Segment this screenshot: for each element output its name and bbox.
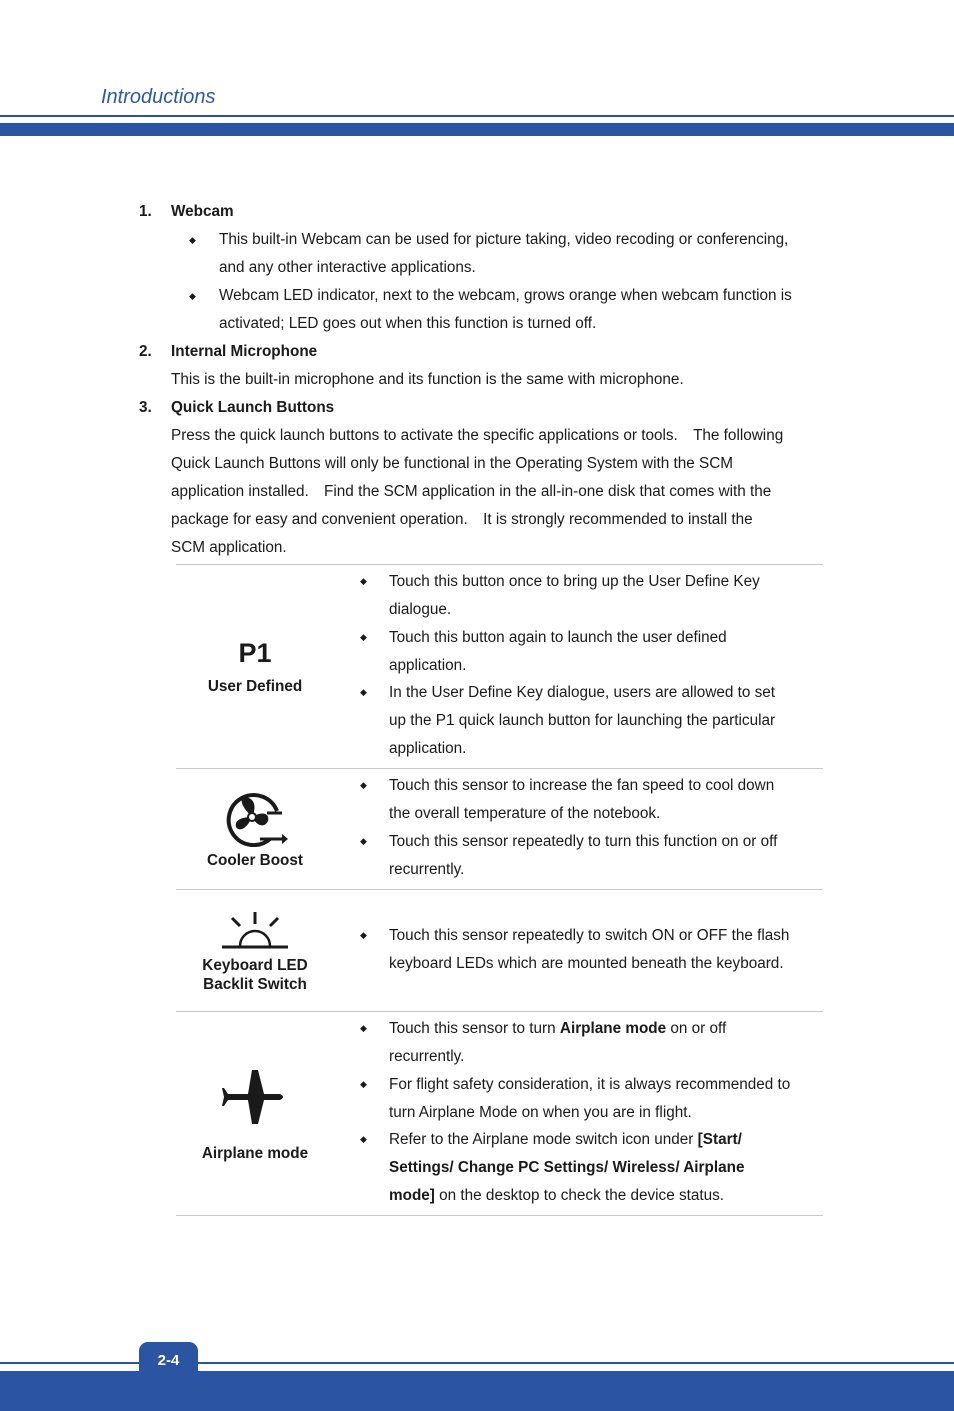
description-cell — [334, 769, 823, 890]
table-row — [176, 1012, 823, 1216]
table-row — [176, 769, 823, 890]
bullet-text-line: and any other interactive applications. — [219, 259, 476, 276]
bullet-text-line: Touch this button once to bring up the User Define Key — [389, 573, 760, 591]
description-list — [334, 568, 823, 763]
bullet-text-line: Touch this sensor to increase the fan speed to cool down — [389, 777, 775, 795]
header-rule — [0, 115, 954, 117]
bullet-bold-text: [Start/ — [697, 1131, 742, 1149]
bullet-text-line: recurrently. — [389, 860, 465, 878]
fan-icon — [220, 789, 290, 847]
bullet-bold-text: Airplane mode — [559, 1020, 667, 1038]
list-item — [334, 828, 823, 884]
list-item — [334, 624, 823, 680]
bullet-text-line: turn Airplane Mode on when you are in flight. — [389, 1103, 692, 1121]
paragraph-line: Quick Launch Buttons will only be functional in the Operating System with the SCM — [171, 455, 734, 472]
paragraph-line: SCM application. — [171, 539, 287, 556]
bullet-text-line: dialogue. — [389, 601, 452, 618]
button-label: Backlit Switch — [203, 975, 307, 993]
description-list — [334, 1015, 823, 1210]
bullet-text: Refer to the Airplane mode switch icon under — [389, 1131, 698, 1149]
main-content — [139, 198, 829, 562]
button-label: Cooler Boost — [206, 851, 304, 869]
list-item — [334, 1126, 823, 1209]
bullet-diamond-icon: ◆ — [360, 576, 367, 587]
page-header-title: Introductions — [101, 86, 216, 108]
list-item — [334, 1015, 823, 1071]
p1-icon: P1 — [238, 637, 272, 668]
bullet-text-line: Touch this sensor repeatedly to turn this function on or off — [389, 833, 778, 850]
bullet-text-line: In the User Define Key dialogue, users are allowed to set — [389, 684, 776, 702]
list-item — [139, 226, 829, 282]
section-heading-webcam — [139, 198, 829, 226]
list-item — [139, 282, 829, 338]
bullet-text-line: This built-in Webcam can be used for picture taking, video recoding or conferencing, — [219, 231, 789, 248]
bullet-text-line: application. — [389, 656, 467, 674]
section-heading-microphone — [139, 338, 829, 366]
section-number: 3. — [139, 399, 152, 416]
quick-launch-table — [176, 564, 823, 1216]
airplane-icon — [220, 1064, 290, 1130]
description-list — [334, 772, 823, 883]
section-title: Quick Launch Buttons — [171, 399, 335, 416]
bullet-diamond-icon: ◆ — [360, 929, 367, 940]
button-cell-airplane-mode — [176, 1012, 334, 1216]
table-row — [176, 565, 823, 769]
bullet-text-line: the overall temperature of the notebook. — [389, 805, 661, 823]
bullet-bold-text: mode] — [389, 1186, 435, 1204]
list-item — [334, 568, 823, 624]
bullet-diamond-icon: ◆ — [360, 631, 367, 642]
button-label: Airplane mode — [201, 1145, 309, 1162]
button-cell-keyboard-backlight — [176, 890, 334, 1012]
section-title: Webcam — [171, 203, 234, 220]
paragraph-line: application installed. Find the SCM application in the all-in-one disk that comes with the — [171, 483, 772, 500]
section-heading-quick-launch — [139, 394, 829, 422]
button-label: Keyboard LED — [202, 956, 308, 974]
section-number: 2. — [139, 343, 152, 360]
bullet-diamond-icon: ◆ — [360, 1023, 367, 1034]
paragraph-line: package for easy and convenient operation. It is strongly recommended to install the — [171, 511, 753, 528]
bullet-diamond-icon: ◆ — [360, 687, 367, 698]
description-cell — [334, 565, 823, 769]
description-list — [334, 922, 823, 978]
bullet-bold-text: Settings/ Change PC Settings/ Wireless/ Airplane — [389, 1159, 745, 1177]
bullet-text-line: Webcam LED indicator, next to the webcam, grows orange when webcam function is — [219, 287, 792, 304]
bullet-diamond-icon: ◆ — [360, 1134, 367, 1145]
bullet-text: on the desktop to check the device status. — [434, 1186, 725, 1204]
bullet-text-line: recurrently. — [389, 1048, 465, 1065]
bullet-text-line: activated; LED goes out when this function is turned off. — [219, 315, 597, 332]
microphone-description: This is the built-in microphone and its function is the same with microphone. — [171, 371, 684, 388]
bullet-diamond-icon: ◆ — [189, 291, 196, 301]
button-cell-cooler-boost — [176, 769, 334, 890]
bullet-text-line: For flight safety consideration, it is always recommended to — [389, 1075, 791, 1093]
list-item — [334, 679, 823, 762]
quick-launch-description — [139, 422, 829, 562]
section-title: Internal Microphone — [171, 343, 318, 360]
section-number: 1. — [139, 203, 152, 220]
header-band — [0, 123, 954, 136]
list-item — [334, 1071, 823, 1127]
description-cell — [334, 890, 823, 1012]
bullet-text-line: keyboard LEDs which are mounted beneath the keyboard. — [389, 954, 784, 972]
bullet-diamond-icon: ◆ — [360, 780, 367, 791]
paragraph-line: Press the quick launch buttons to activate the specific applications or tools. The following — [171, 427, 784, 444]
table-row — [176, 890, 823, 1012]
bullet-text: Touch this sensor to turn — [389, 1020, 560, 1038]
page-number-tab: 2-4 — [139, 1342, 198, 1404]
button-label: User Defined — [207, 677, 303, 695]
list-item — [334, 772, 823, 828]
bullet-text-line: up the P1 quick launch button for launching the particular — [389, 712, 776, 730]
bullet-text: on or off — [666, 1020, 727, 1038]
bullet-text-line: Touch this button again to launch the user defined — [389, 628, 727, 646]
bullet-text-line: application. — [389, 739, 467, 757]
description-cell — [334, 1012, 823, 1216]
list-item — [334, 922, 823, 978]
webcam-bullet-list — [139, 226, 829, 338]
bullet-diamond-icon: ◆ — [189, 235, 196, 245]
bullet-diamond-icon: ◆ — [360, 836, 367, 846]
bullet-text-line: Touch this sensor repeatedly to switch ON or OFF the flash — [389, 926, 790, 944]
button-cell-user-defined — [176, 565, 334, 769]
bullet-diamond-icon: ◆ — [360, 1078, 367, 1089]
keyboard-backlight-icon — [220, 908, 290, 952]
